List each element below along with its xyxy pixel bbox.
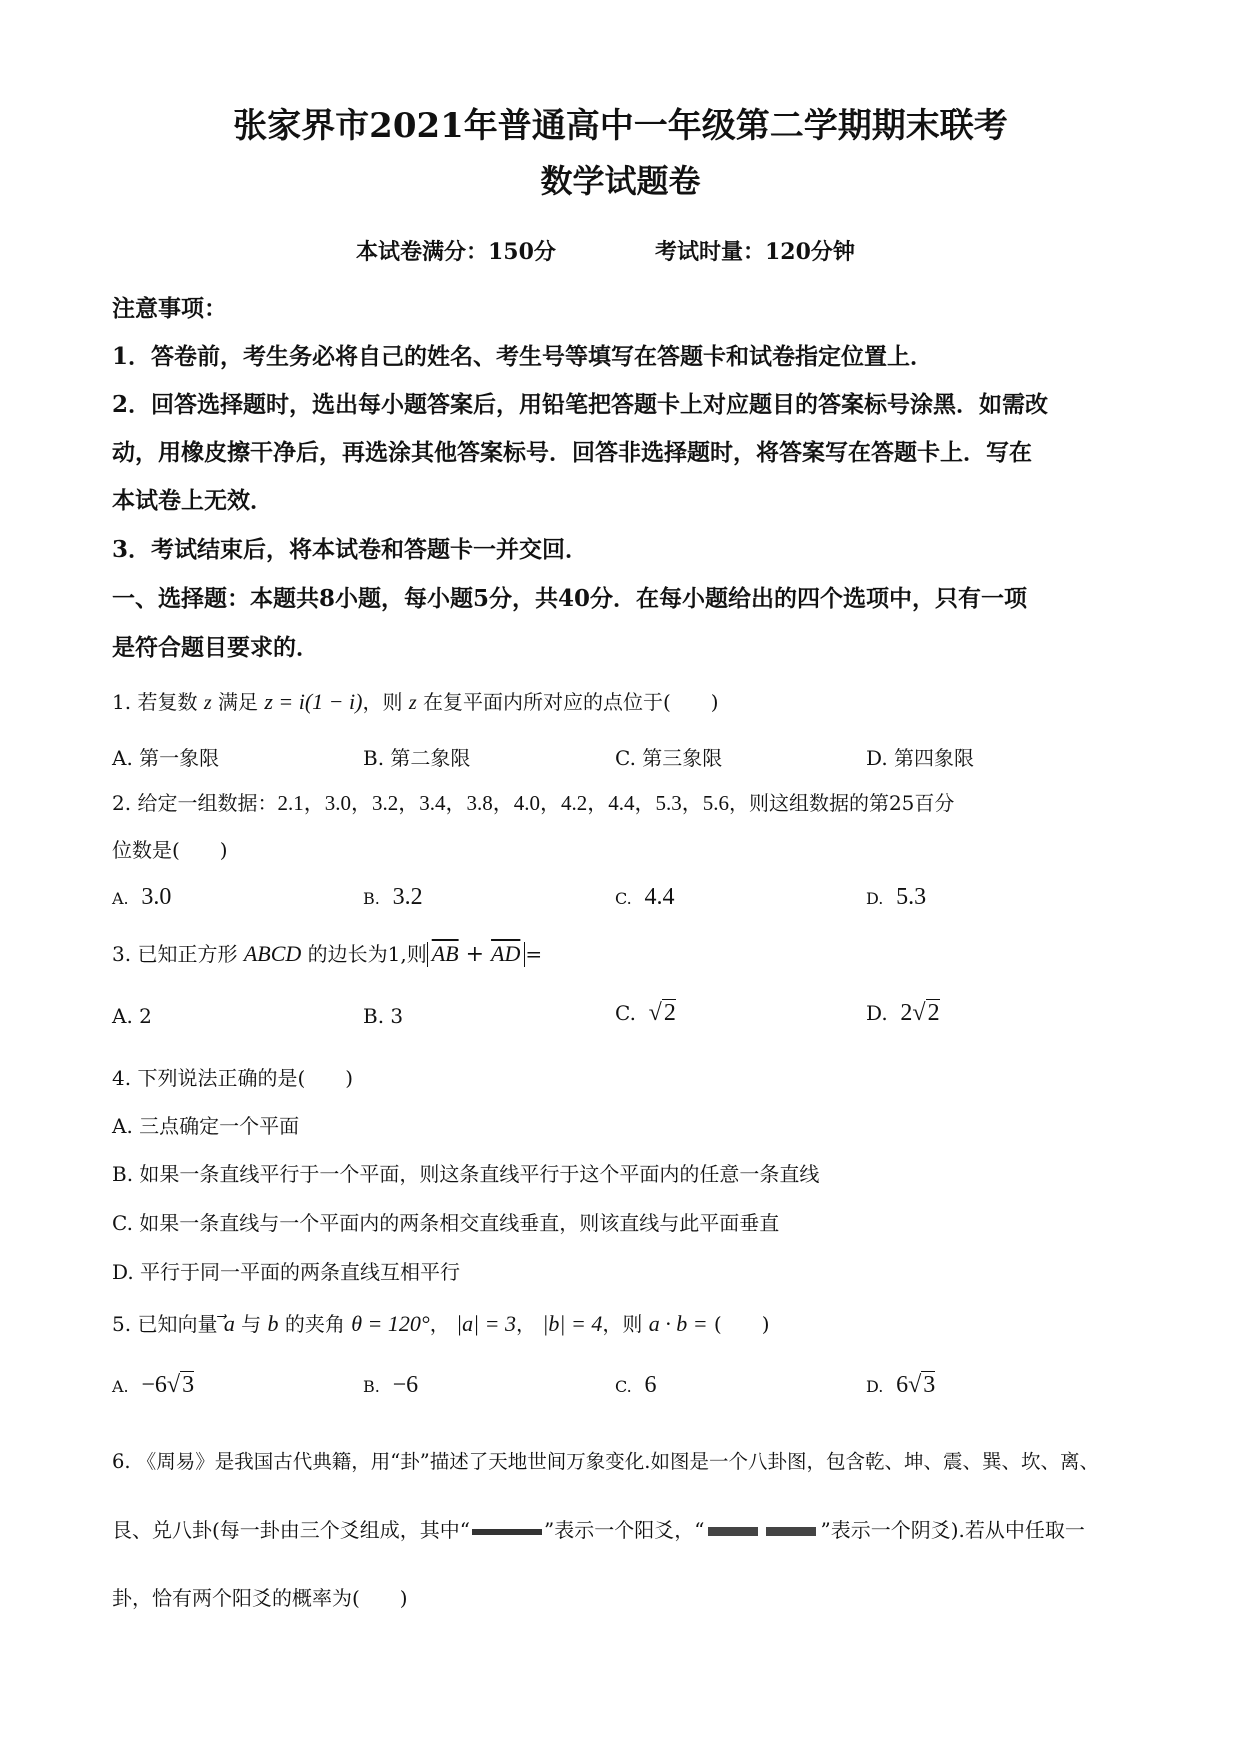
q2-d-label: D. (866, 889, 884, 908)
section-1-line-1: 一、选择题：本题共8小题，每小题5分，共40分．在每小题给出的四个选项中，只有一项 (112, 585, 1028, 612)
q5-option-c (615, 1372, 656, 1399)
q2-option-c (615, 884, 674, 911)
q5-option-a: A. −6√3 (112, 1372, 195, 1398)
q4-option-c: C. 如果一条直线与一个平面内的两条相交直线垂直，则该直线与此平面垂直 (112, 1211, 780, 1235)
q3-option-b: B. 3 (363, 1004, 404, 1028)
q2-option-d (866, 884, 926, 911)
q3-option-c: C. √2 (615, 1000, 676, 1026)
q3-prefix: 3. 已知正方形 (112, 942, 238, 966)
q6-line2-a: 艮、兑八卦(每一卦由三个爻组成，其中“ (112, 1518, 471, 1542)
q5-option-b (363, 1372, 418, 1399)
q5-option-d: D. 6√3 (866, 1372, 936, 1398)
q1-formula: z = i(1 − i) (264, 689, 363, 714)
question-4-stem: 4. 下列说法正确的是( ) (112, 1066, 354, 1090)
q2-a-value: 3.0 (141, 884, 172, 910)
exam-time: 考试时量：120分钟 (655, 239, 855, 265)
q2-c-value: 4.4 (644, 884, 675, 910)
q3-c-value: 2 (663, 1000, 676, 1026)
q1-option-c: C. 第三象限 (615, 746, 723, 770)
q5-theta: θ = 120° (351, 1311, 430, 1336)
q2-suffix: ，则这组数据的第25百分 (728, 791, 955, 815)
question-5-stem: 5. 已知向量 a 与 b 的夹角 θ = 120°， |a| = 3， |b| = 4，则 a · b = ( ) (112, 1311, 770, 1336)
q2-prefix: 2. 给定一组数据： (112, 791, 278, 815)
q1-mid: 满足 (217, 690, 258, 714)
yang-line-icon (472, 1529, 542, 1535)
q5-dot: a · b = (648, 1311, 708, 1336)
q5-c-label: C. (615, 1377, 632, 1396)
q1-mid2: ，则 (362, 690, 403, 714)
question-2-line-1 (112, 787, 954, 817)
q2-b-value: 3.2 (392, 884, 423, 910)
q3-mid: 的边长为1,则 (307, 942, 427, 966)
q5-c-value: 6 (644, 1372, 657, 1398)
q5-b-label: B. (363, 1377, 380, 1396)
q3-option-a: A. 2 (112, 1004, 152, 1028)
q3-plus: + (465, 942, 485, 967)
q5-vec-a: a (223, 1311, 235, 1336)
note-item-3: 3．考试结束后，将本试卷和答题卡一并交回． (112, 536, 589, 563)
note-item-2-line-2: 动，用橡皮擦干净后，再选涂其他答案标号．回答非选择题时，将答案写在答题卡上．写在 (112, 439, 1032, 466)
q5-d-rad: 3 (923, 1372, 936, 1398)
q5-and: 与 (241, 1312, 262, 1336)
yin-line-icon-right (766, 1527, 816, 1536)
q5-a-rad: 3 (182, 1372, 195, 1398)
q2-a-label: A. (112, 889, 129, 908)
q5-d-label: D. (866, 1377, 884, 1396)
q5-abs-b: |b| = 4 (542, 1311, 603, 1336)
notes-heading: 注意事项： (112, 295, 227, 322)
q4-option-a: A. 三点确定一个平面 (112, 1114, 300, 1138)
q5-paren: ( ) (713, 1312, 770, 1336)
q4-option-d: D. 平行于同一平面的两条直线互相平行 (112, 1260, 461, 1284)
question-6-line-3: 卦，恰有两个阳爻的概率为( ) (112, 1586, 408, 1610)
q6-line2-b: ”表示一个阳爻，“ (544, 1518, 705, 1542)
q1-option-a: A. 第一象限 (112, 746, 220, 770)
q2-option-a (112, 884, 171, 911)
q1-suffix: 在复平面内所对应的点位于( ) (422, 690, 719, 714)
note-item-2-line-3: 本试卷上无效． (112, 487, 273, 514)
q3-eq: = (525, 942, 543, 966)
note-item-1: 1．答卷前，考生务必将自己的姓名、考生号等填写在答题卡和试卷指定位置上． (112, 343, 934, 370)
q4-option-b: B. 如果一条直线平行于一个平面，则这条直线平行于这个平面内的任意一条直线 (112, 1162, 820, 1186)
q1-prefix: 1. 若复数 (112, 690, 198, 714)
q2-data: 2.1，3.0，3.2，3.4，3.8，4.0，4.2，4.4，5.3，5.6 (277, 791, 729, 815)
q5-d-value: 6 (896, 1372, 909, 1398)
q3-vector-norm (427, 942, 526, 967)
q5-then: ，则 (602, 1312, 643, 1336)
q2-d-value: 5.3 (896, 884, 927, 910)
question-3-stem (112, 938, 542, 967)
question-1-stem (112, 686, 719, 715)
q5-abs-a: |a| = 3 (456, 1311, 517, 1336)
q2-c-label: C. (615, 889, 632, 908)
note-item-2-line-1: 2．回答选择题时，选出每小题答案后，用铅笔把答题卡上对应题目的答案标号涂黑．如需改 (112, 391, 1049, 418)
q5-mid: 的夹角 (284, 1312, 345, 1336)
q3-d-label: D. (866, 1001, 888, 1025)
question-2-line-2: 位数是( ) (112, 838, 228, 862)
q3-option-d: D. 2√2 (866, 1000, 940, 1026)
q1-option-b: B. 第二象限 (363, 746, 471, 770)
q5-b-value: −6 (392, 1372, 419, 1398)
q3-vec-ad: $\overline{AD}$ (491, 941, 521, 966)
q5-vec-b: b (267, 1311, 279, 1336)
section-1-line-2: 是符合题目要求的． (112, 634, 319, 661)
q2-b-label: B. (363, 889, 380, 908)
q6-line2-c: ”表示一个阴爻).若从中任取一 (820, 1518, 1085, 1542)
q3-c-label: C. (615, 1001, 636, 1025)
question-6-line-2 (112, 1514, 1085, 1543)
exam-title: 张家界市2021年普通高中一年级第二学期期末联考 (233, 106, 1008, 146)
yin-line-icon-left (708, 1527, 758, 1536)
q5-prefix: 5. 已知向量 (112, 1312, 218, 1336)
q5-a-value: −6 (141, 1372, 167, 1398)
q1-var-2: z (408, 692, 417, 714)
q3-vec-ab: $\overline{AB}$ (431, 941, 459, 966)
q5-a-label: A. (112, 1377, 129, 1396)
exam-subtitle: 数学试题卷 (540, 162, 701, 200)
q3-shape: ABCD (243, 941, 302, 966)
q3-d-rad: 2 (927, 1000, 940, 1026)
question-6-line-1: 6. 《周易》是我国古代典籍，用“卦”描述了天地世间万象变化.如图是一个八卦图，包含乾、坤、震、巽、坎、离、 (112, 1450, 1099, 1473)
full-score: 本试卷满分：150分 (356, 239, 556, 265)
q2-option-b (363, 884, 423, 911)
q3-d-coef: 2 (900, 1000, 913, 1026)
q1-option-d: D. 第四象限 (866, 746, 975, 770)
q1-var: z (203, 692, 212, 714)
